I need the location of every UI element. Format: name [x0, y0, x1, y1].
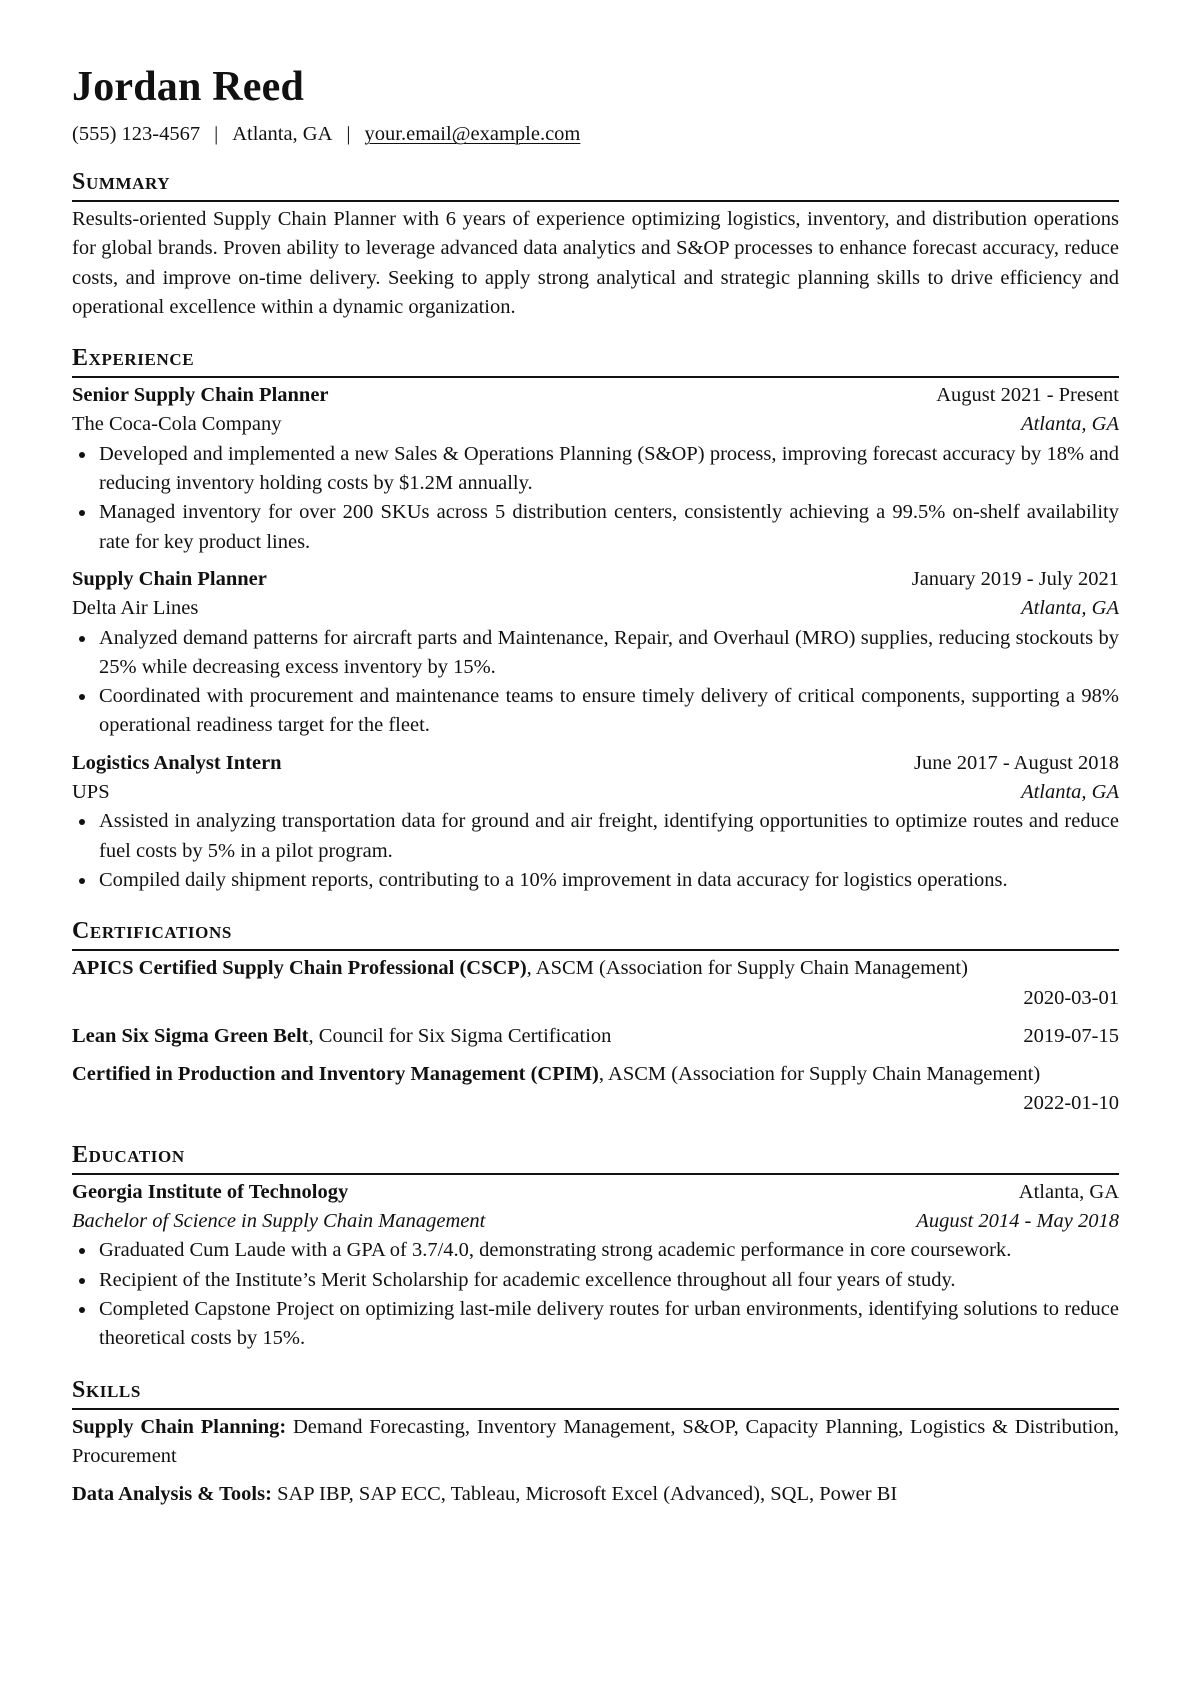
certification-item	[72, 1022, 1119, 1051]
resume-page	[72, 0, 1119, 1509]
skill-group-label: Data Analysis & Tools:	[72, 1483, 272, 1506]
job-dates: January 2019 - July 2021	[911, 567, 1119, 590]
job-bullet: Coordinated with procurement and maintenance teams to ensure timely delivery of critical components, supporting a 98% operational readiness target for the fleet.	[72, 682, 1119, 741]
skill-group	[72, 1480, 1119, 1509]
education-bullet: Graduated Cum Laude with a GPA of 3.7/4.0, demonstrating strong academic performance in core coursework.	[72, 1236, 1119, 1265]
summary-section	[72, 168, 1119, 322]
experience-section	[72, 344, 1119, 895]
bullet-icon	[79, 510, 85, 516]
bullet-icon	[79, 878, 85, 884]
certifications-section	[72, 917, 1119, 1118]
bullet-icon	[79, 1307, 85, 1313]
contact-line	[72, 120, 1119, 149]
certification-issuer: , ASCM (Association for Supply Chain Management)	[598, 1063, 1041, 1086]
section-heading-certifications: Certifications	[72, 917, 1119, 951]
skills-section	[72, 1376, 1119, 1510]
job-bullet: Compiled daily shipment reports, contributing to a 10% improvement in data accuracy for logistics operations.	[72, 866, 1119, 895]
job-company: Delta Air Lines	[72, 597, 199, 620]
job-location: Atlanta, GA	[1021, 597, 1119, 620]
certification-date: 2022-01-10	[1023, 1092, 1119, 1115]
summary-text: Results-oriented Supply Chain Planner with 6 years of experience optimizing logistics, inventory, and distribution operations for global brands. Proven ability to leverage advanced data analytics and S&OP processes to enhance forecast accuracy, reduce costs, and improve on-time delivery. Seeking to apply strong analytical and strategic planning skills to drive efficiency and operational excellence within a dynamic organization.	[72, 208, 1119, 318]
job-entry	[72, 749, 1119, 895]
bullet-icon	[79, 1248, 85, 1254]
degree: Bachelor of Science in Supply Chain Management	[72, 1210, 486, 1233]
certification-name: Lean Six Sigma Green Belt	[72, 1024, 309, 1047]
bullet-icon	[79, 1278, 85, 1284]
school-name: Georgia Institute of Technology	[72, 1180, 349, 1203]
job-dates: June 2017 - August 2018	[914, 751, 1119, 774]
section-heading-education: Education	[72, 1141, 1119, 1175]
job-bullet: Assisted in analyzing transportation data for ground and air freight, identifying opportunities to optimize routes and reduce fuel costs by 5% in a pilot program.	[72, 807, 1119, 866]
phone-number: (555) 123-4567	[72, 123, 201, 145]
skill-group-label: Supply Chain Planning:	[72, 1415, 287, 1438]
job-bullets	[72, 440, 1119, 557]
certification-item	[72, 1060, 1119, 1119]
job-entry	[72, 381, 1119, 557]
certification-date: 2020-03-01	[1023, 986, 1119, 1009]
email-link[interactable]: your.email@example.com	[364, 123, 581, 145]
job-bullet: Managed inventory for over 200 SKUs across 5 distribution centers, consistently achieving a 99.5% on-shelf availability rate for key product lines.	[72, 498, 1119, 557]
education-bullets	[72, 1236, 1119, 1353]
certification-date: 2019-07-15	[1023, 1024, 1119, 1047]
job-title: Logistics Analyst Intern	[72, 751, 282, 774]
contact-separator: |	[346, 123, 351, 145]
job-title: Senior Supply Chain Planner	[72, 384, 329, 407]
contact-separator: |	[214, 123, 219, 145]
job-company: The Coca-Cola Company	[72, 413, 282, 436]
section-heading-summary: Summary	[72, 168, 1119, 202]
job-bullets	[72, 807, 1119, 895]
contact-location: Atlanta, GA	[232, 123, 333, 145]
certification-item	[72, 954, 1119, 1013]
section-heading-experience: Experience	[72, 344, 1119, 378]
education-bullet: Recipient of the Institute’s Merit Scholarship for academic excellence throughout all four years of study.	[72, 1266, 1119, 1295]
education-section	[72, 1141, 1119, 1354]
job-company: UPS	[72, 781, 110, 804]
education-dates: August 2014 - May 2018	[916, 1210, 1119, 1233]
skill-group-items: SAP IBP, SAP ECC, Tableau, Microsoft Excel (Advanced), SQL, Power BI	[271, 1483, 898, 1506]
section-heading-skills: Skills	[72, 1376, 1119, 1410]
skill-group	[72, 1413, 1119, 1472]
bullet-icon	[79, 694, 85, 700]
certification-name: Certified in Production and Inventory Management (CPIM)	[72, 1063, 599, 1086]
job-location: Atlanta, GA	[1021, 781, 1119, 804]
school-location: Atlanta, GA	[1018, 1180, 1119, 1203]
education-bullet: Completed Capstone Project on optimizing last-mile delivery routes for urban environments, identifying solutions to reduce theoretical costs by 15%.	[72, 1295, 1119, 1354]
job-dates: August 2021 - Present	[936, 384, 1119, 407]
certification-issuer: , ASCM (Association for Supply Chain Management)	[526, 957, 968, 980]
job-location: Atlanta, GA	[1021, 413, 1119, 436]
job-bullet: Developed and implemented a new Sales & Operations Planning (S&OP) process, improving forecast accuracy by 18% and reducing inventory holding costs by $1.2M annually.	[72, 440, 1119, 499]
job-entry	[72, 565, 1119, 741]
job-bullet: Analyzed demand patterns for aircraft parts and Maintenance, Repair, and Overhaul (MRO) supplies, reducing stockouts by 25% while decreasing excess inventory by 15%.	[72, 624, 1119, 683]
certification-name: APICS Certified Supply Chain Professional (CSCP)	[72, 957, 527, 980]
job-title: Supply Chain Planner	[72, 567, 267, 590]
bullet-icon	[79, 636, 85, 642]
bullet-icon	[79, 452, 85, 458]
job-bullets	[72, 624, 1119, 741]
skill-group-items: Demand Forecasting, Inventory Management, S&OP, Capacity Planning, Logistics & Distribution, Procurement	[72, 1415, 1120, 1467]
bullet-icon	[79, 819, 85, 825]
education-entry	[72, 1178, 1119, 1354]
certification-issuer: , Council for Six Sigma Certification	[308, 1024, 612, 1047]
candidate-name: Jordan Reed	[72, 64, 305, 110]
